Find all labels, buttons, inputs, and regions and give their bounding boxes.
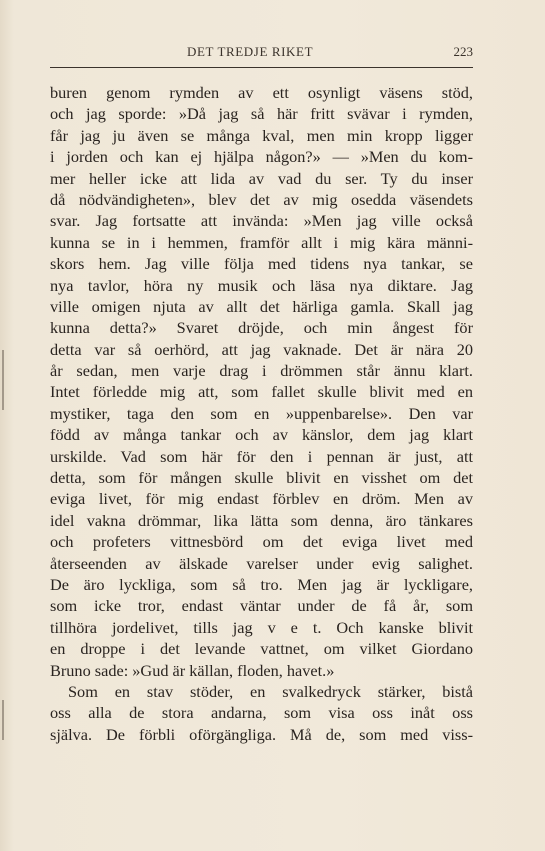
text-line: oss alla de stora andarna, som visa oss inåt oss: [50, 703, 473, 723]
text-line: eviga livet, för mig endast förblev en dröm. Men av: [50, 489, 473, 509]
body-text: [50, 82, 473, 745]
text-line: år sedan, men varje drag i drömmen står ännu klart.: [50, 361, 473, 381]
text-line: svar. Jag fortsatte att invända: »Men jag ville också: [50, 211, 473, 231]
text-line: kunna detta?» Svaret dröjde, och min ångest för: [50, 318, 473, 338]
text-line: då nödvändigheten», blev det av mig osedda väsendets: [50, 189, 473, 209]
text-line: idel vakna drömmar, lika lätta som denna, äro tänkares: [50, 510, 473, 530]
text-line: Intet förledde mig att, som fallet skulle blivit med en: [50, 382, 473, 402]
text-line: nya tavlor, höra ny musik och läsa nya diktare. Jag: [50, 275, 473, 295]
text-line: och jag sporde: »Då jag så här fritt svävar i rymden,: [50, 104, 473, 124]
text-line: en droppe i det levande vattnet, om vilket Giordano: [50, 639, 473, 659]
text-line: Bruno sade: »Gud är källan, floden, havet.»: [50, 660, 335, 680]
page-number: 223: [453, 44, 473, 59]
text-line: detta var så oerhörd, att jag vaknade. Det är nära 20: [50, 339, 473, 359]
text-line: född av många tankar och av känslor, dem jag klart: [50, 425, 473, 445]
text-line: urskilde. Vad som här för den i pennan är just, att: [50, 446, 473, 466]
spine-shadow: [2, 350, 4, 410]
text-line: mystiker, taga den som en »uppenbarelse». Den var: [50, 403, 473, 423]
text-line: får jag ju även se många kval, men min kropp ligger: [50, 125, 473, 145]
text-line: buren genom rymden av ett osynligt väsens stöd,: [50, 83, 473, 102]
running-title: DET TREDJE RIKET: [187, 44, 314, 59]
text-line: skors hem. Jag ville följa med tidens nya tankar, se: [50, 254, 473, 274]
text-line: Som en stav stöder, en svalkedryck stärker, bistå: [68, 681, 473, 701]
text-line: De äro lyckliga, som så tro. Men jag är lyckligare,: [50, 574, 473, 594]
text-line: ville omigen njuta av allt det härliga gamla. Skall jag: [50, 296, 473, 316]
text-line: kunna se in i hemmen, framför allt i mig kära männi-: [50, 232, 473, 252]
text-line: detta, som för mången skulle blivit en visshet om det: [50, 468, 473, 488]
text-line: i jorden och kan ej hjälpa någon?» — »Men du kom-: [50, 147, 473, 167]
text-line: som icke tror, endast väntar under de få år, som: [50, 596, 473, 616]
spine-shadow: [2, 700, 4, 740]
text-line: och profeters vittnesbörd om det eviga livet med: [50, 532, 473, 552]
text-line: återseenden av älskade varelser under evig salighet.: [50, 553, 473, 573]
text-line: mer heller icke att lida av vad du ser. Ty du inser: [50, 168, 473, 188]
header-rule: [50, 67, 473, 68]
text-line: tillhöra jordelivet, tills jag v e t. Och kanske blivit: [50, 617, 473, 637]
page-header: [50, 44, 473, 64]
text-line: själva. De förbli oförgängliga. Må de, som med viss-: [50, 724, 473, 744]
